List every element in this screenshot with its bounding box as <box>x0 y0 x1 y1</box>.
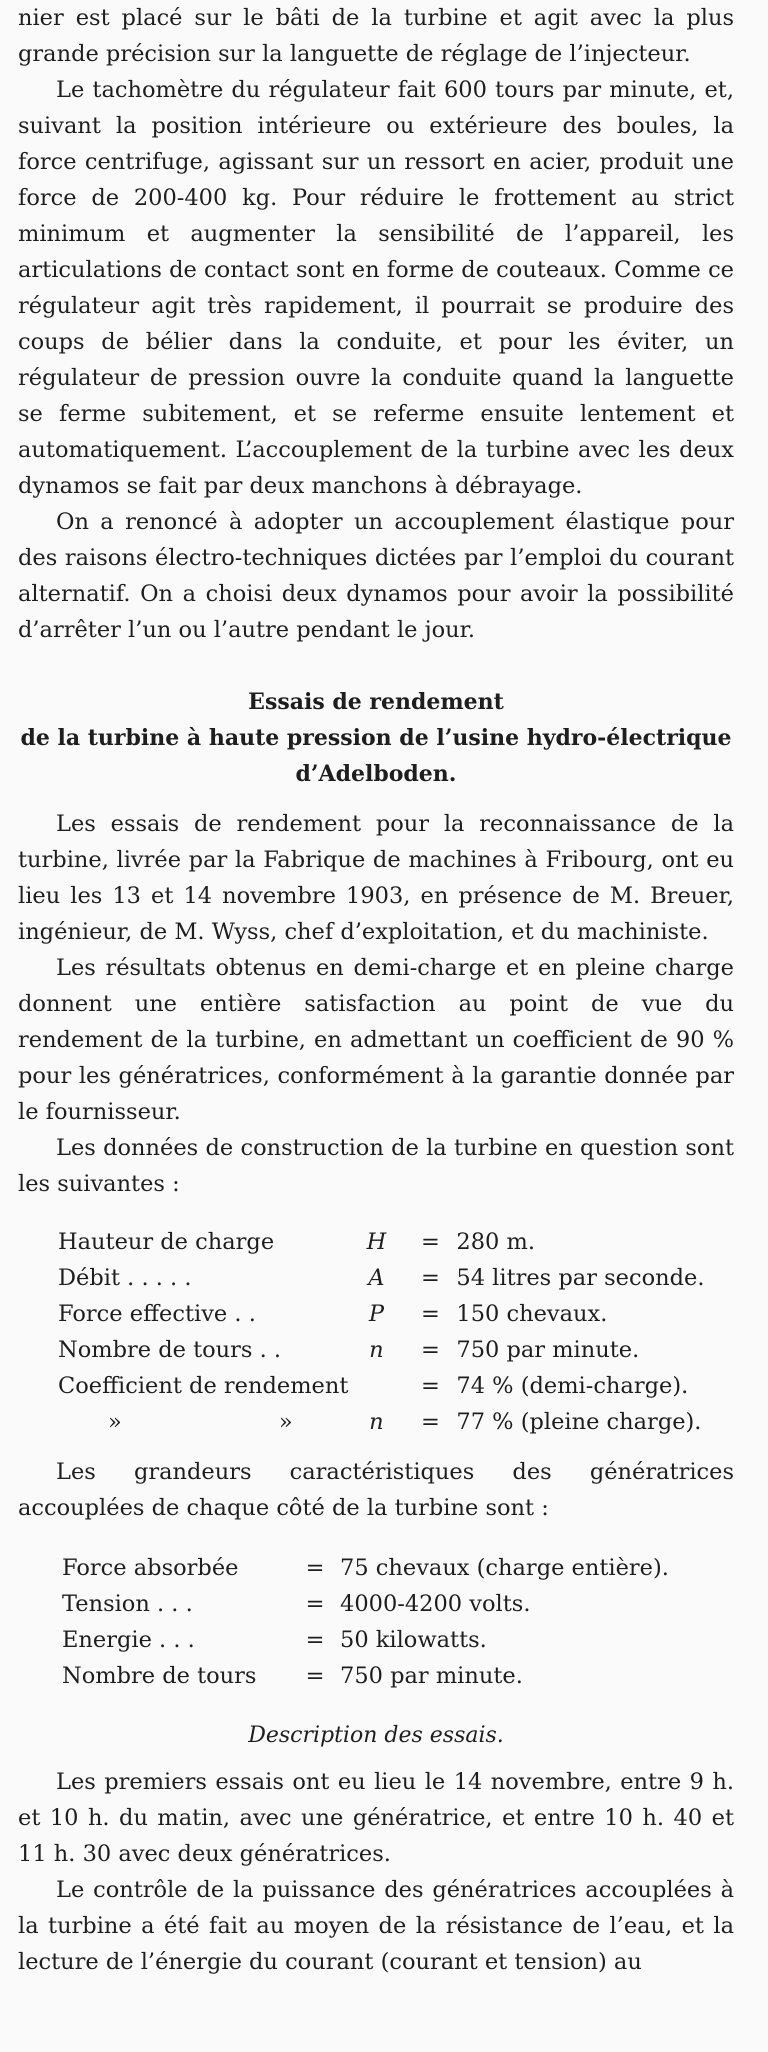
gen-row <box>62 1550 669 1586</box>
spec-label: Hauteur de charge <box>58 1229 275 1255</box>
description-heading: Description des essais. <box>248 1723 504 1748</box>
section-heading-line-3: d’Adelboden. <box>295 761 457 787</box>
paragraph-premiers-essais: Les premiers essais ont eu lieu le 14 novembre, entre 9 h. et 10 h. du matin, avec une génératrice, et entre 10 h. 40 et 11 h. 30 avec deux génératrices. <box>18 1769 734 1867</box>
gen-value: 75 chevaux (charge entière). <box>340 1555 669 1581</box>
spec-equals: = <box>420 1373 440 1399</box>
gen-equals: = <box>305 1555 325 1581</box>
paragraph-accouplement: On a renoncé à adopter un accouplement élastique pour des raisons électro-techniques dictées par l’emploi du courant alternatif. On a choisi deux dynamos pour avoir la possibilité d’arrêter l’un ou l’autre pendant le jour. <box>18 509 734 643</box>
gen-row <box>62 1622 669 1658</box>
gen-equals: = <box>305 1663 325 1689</box>
paragraph-generatrices-intro: Les grandeurs caractéristiques des génératrices accouplées de chaque côté de la turbine sont : <box>18 1459 734 1521</box>
paragraph-essais-lieu: Les essais de rendement pour la reconnaissance de la turbine, livrée par la Fabrique de machines à Fribourg, ont eu lieu les 13 et 14 novembre 1903, en présence de M. Breuer, ingénieur, de M. Wyss, chef d’exploitation, et du machiniste. <box>18 811 734 945</box>
paragraph-donnees-intro: Les données de construction de la turbine en question sont les suivantes : <box>18 1135 734 1197</box>
spec-value: 150 chevaux. <box>456 1301 608 1327</box>
spec-value: 280 m. <box>456 1229 535 1255</box>
spec-equals: = <box>420 1301 440 1327</box>
gen-value: 50 kilowatts. <box>340 1627 487 1653</box>
spec-variable <box>348 1368 404 1404</box>
gen-label: Nombre de tours <box>62 1663 257 1689</box>
document-page <box>18 0 734 1980</box>
spec-row <box>58 1368 704 1404</box>
section-heading-line-2: de la turbine à haute pression de l’usine hydro-électrique <box>20 725 732 751</box>
spec-row <box>58 1296 704 1332</box>
paragraph-tachometre: Le tachomètre du régulateur fait 600 tours par minute, et, suivant la position intérieure ou extérieure des boules, la force centrifuge, agissant sur un ressort en acier, produit une force de 200-400 kg. Pour réduire le frottement au strict minimum et augmenter la sensibilité de l’appareil, les articulations de contact sont en forme de couteaux. Comme ce régulateur agit très rapidement, il pourrait se produire des coups de bélier dans la conduite, et pour les éviter, un régulateur de pression ouvre la conduite quand la languette se ferme subitement, et se referme ensuite lentement et automatiquement. L’accouplement de la turbine avec les deux dynamos se fait par deux manchons à débrayage. <box>18 77 734 499</box>
spec-value: 54 litres par seconde. <box>456 1265 705 1291</box>
spec-variable: n <box>369 1409 384 1435</box>
spec-row <box>58 1260 704 1296</box>
spec-variable: n <box>369 1337 384 1363</box>
gen-equals: = <box>305 1591 325 1617</box>
gen-label: Energie . . . <box>62 1627 195 1653</box>
generatrice-specs-table <box>62 1550 669 1694</box>
spec-variable: H <box>366 1229 387 1255</box>
gen-row <box>62 1586 669 1622</box>
spec-label: Coefficient de rendement <box>58 1373 349 1399</box>
spec-value: 750 par minute. <box>456 1337 640 1363</box>
spec-equals: = <box>420 1409 440 1435</box>
spec-equals: = <box>420 1337 440 1363</box>
spec-label-ditto: » » <box>108 1409 293 1435</box>
spec-variable: P <box>368 1301 384 1327</box>
spec-row <box>58 1404 704 1440</box>
spec-label: Force effective . . <box>58 1301 256 1327</box>
spec-value: 74 % (demi-charge). <box>456 1373 689 1399</box>
spec-equals: = <box>420 1265 440 1291</box>
spec-row <box>58 1224 704 1260</box>
gen-equals: = <box>305 1627 325 1653</box>
paragraph-resultats: Les résultats obtenus en demi-charge et en pleine charge donnent une entière satisfaction au point de vue du rendement de la turbine, en admettant un coefficient de 90 % pour les génératrices, conformément à la garantie donnée par le fournisseur. <box>18 955 734 1125</box>
gen-row <box>62 1658 669 1694</box>
spec-variable: A <box>368 1265 385 1291</box>
gen-label: Tension . . . <box>62 1591 193 1617</box>
spec-equals: = <box>420 1229 440 1255</box>
paragraph-intro-continuation: nier est placé sur le bâti de la turbine et agit avec la plus grande précision sur la languette de réglage de l’injecteur. <box>18 5 734 67</box>
turbine-specs-table <box>58 1224 704 1440</box>
spec-value: 77 % (pleine charge). <box>456 1409 702 1435</box>
gen-value: 750 par minute. <box>340 1663 523 1689</box>
gen-label: Force absorbée <box>62 1555 239 1581</box>
section-heading <box>18 684 734 792</box>
paragraph-controle-puissance: Le contrôle de la puissance des génératrices accouplées à la turbine a été fait au moyen de la résistance de l’eau, et la lecture de l’énergie du courant (courant et tension) au <box>18 1877 734 1975</box>
section-heading-line-1: Essais de rendement <box>248 689 504 715</box>
spec-row <box>58 1332 704 1368</box>
spec-label: Nombre de tours . . <box>58 1337 282 1363</box>
spec-label: Débit . . . . . <box>58 1265 192 1291</box>
gen-value: 4000-4200 volts. <box>340 1591 531 1617</box>
